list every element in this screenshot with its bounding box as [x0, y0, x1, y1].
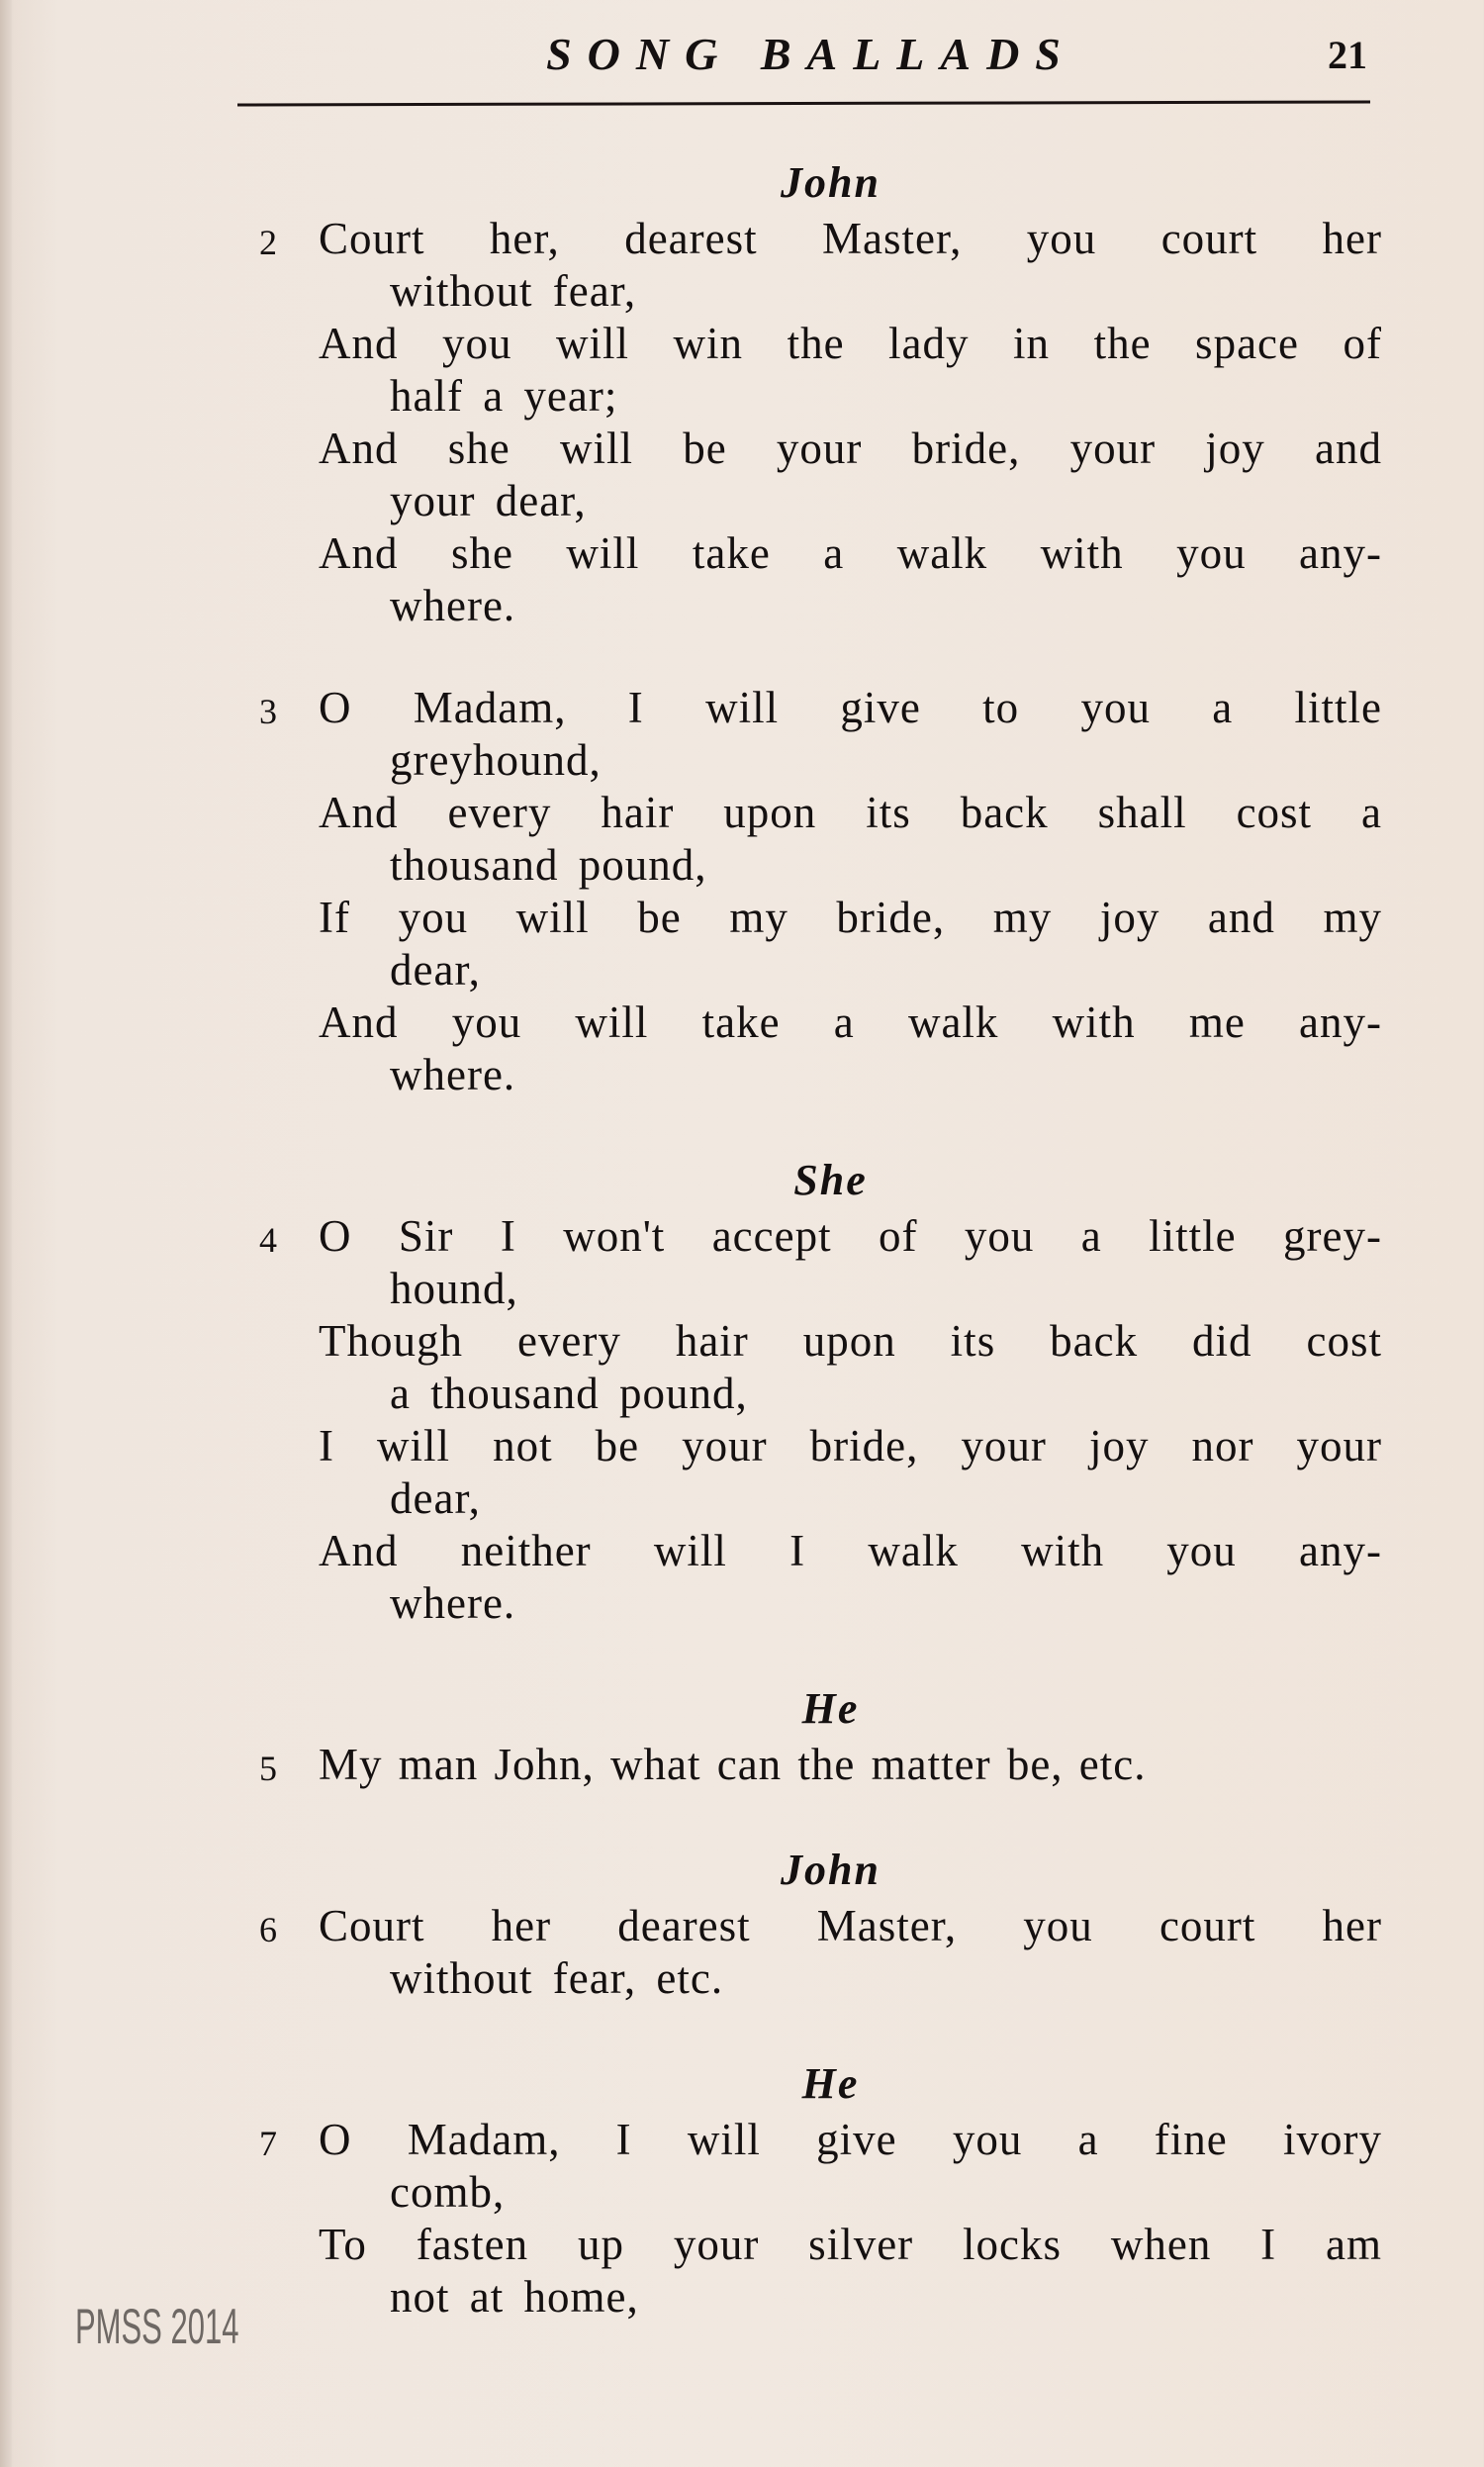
verse-line-text: To fasten up your silver locks when I am: [319, 2220, 1382, 2269]
verse-line-text: And she will take a walk with you any-: [319, 528, 1382, 578]
watermark: PMSS 2014: [75, 2299, 239, 2354]
verse-line: [259, 213, 1382, 318]
stanza-number: 2: [259, 223, 277, 262]
page-binding-edge: [0, 0, 12, 2467]
verse-line: [259, 787, 1382, 892]
verse-line-continuation: greyhound,: [390, 735, 602, 785]
verse-line: [259, 318, 1382, 423]
speaker-label: He: [801, 2059, 860, 2108]
verse-line-continuation: where.: [390, 1050, 516, 1099]
verse-line: [259, 892, 1382, 996]
header-rule: [237, 101, 1370, 107]
verse-line: [259, 2114, 1382, 2219]
verse-line-continuation: without fear,: [390, 266, 637, 316]
stanza: [259, 682, 1382, 1101]
verse-line-text: Court her dearest Master, you court her: [319, 1901, 1382, 1950]
verse-line-text: My man John, what can the matter be, etc.: [319, 1740, 1147, 1789]
ballad-text: [259, 153, 1382, 2324]
verse-line: [259, 423, 1382, 527]
verse-line: [259, 2219, 1382, 2324]
speaker-label: John: [781, 158, 881, 207]
stanza-number: 4: [259, 1220, 277, 1260]
verse-line-text: And you will win the lady in the space of: [319, 319, 1382, 368]
verse-line-continuation: thousand pound,: [390, 840, 707, 890]
verse-line-text: O Sir I won't accept of you a little grey-: [319, 1211, 1382, 1261]
verse-line-text: If you will be my bride, my joy and my: [319, 893, 1382, 942]
stanza-number: 6: [259, 1910, 277, 1949]
stanza-number: 5: [259, 1749, 277, 1788]
stanza: [259, 1679, 1382, 1791]
verse-line: [259, 1420, 1382, 1525]
stanza: [259, 1841, 1382, 2005]
verse-line: [259, 682, 1382, 787]
verse-line-continuation: comb,: [390, 2167, 506, 2217]
verse-line-continuation: a thousand pound,: [390, 1369, 748, 1418]
verse-line-continuation: without fear, etc.: [390, 1953, 724, 2003]
verse-line: [259, 1315, 1382, 1420]
verse-line-text: And neither will I walk with you any-: [319, 1526, 1382, 1575]
verse-line-continuation: dear,: [390, 945, 481, 995]
verse-line-text: Court her, dearest Master, you court her: [319, 214, 1382, 263]
verse-line: [259, 1525, 1382, 1630]
verse-line-text: O Madam, I will give to you a little: [319, 683, 1382, 732]
verse-line-continuation: where.: [390, 1578, 516, 1628]
running-header-title: SONG BALLADS: [546, 29, 1076, 79]
verse-line-continuation: where.: [390, 581, 516, 630]
verse-line-continuation: hound,: [390, 1264, 518, 1313]
verse-line: [259, 527, 1382, 632]
verse-line: [259, 1739, 1382, 1791]
stanza-number: 3: [259, 692, 277, 731]
stanza: [259, 153, 1382, 632]
verse-line: [259, 1210, 1382, 1315]
speaker-label: He: [801, 1684, 860, 1733]
verse-line-text: And you will take a walk with me any-: [319, 997, 1382, 1047]
verse-line-continuation: half a year;: [390, 371, 618, 421]
page-number: 21: [1328, 33, 1367, 77]
verse-line-text: Though every hair upon its back did cost: [319, 1316, 1382, 1366]
verse-line-continuation: dear,: [390, 1473, 481, 1523]
verse-line: [259, 996, 1382, 1101]
verse-line-text: And every hair upon its back shall cost a: [319, 788, 1382, 837]
speaker-label: John: [781, 1846, 881, 1894]
stanza: [259, 1151, 1382, 1630]
verse-line-text: O Madam, I will give you a fine ivory: [319, 2115, 1382, 2164]
verse-line-continuation: your dear,: [390, 476, 587, 525]
stanza-number: 7: [259, 2124, 277, 2163]
verse-line: [259, 1900, 1382, 2005]
speaker-label: She: [793, 1156, 868, 1204]
verse-line-continuation: not at home,: [390, 2272, 639, 2322]
verse-line-text: I will not be your bride, your joy nor your: [319, 1421, 1382, 1471]
verse-line-text: And she will be your bride, your joy and: [319, 424, 1382, 473]
stanza: [259, 2054, 1382, 2324]
